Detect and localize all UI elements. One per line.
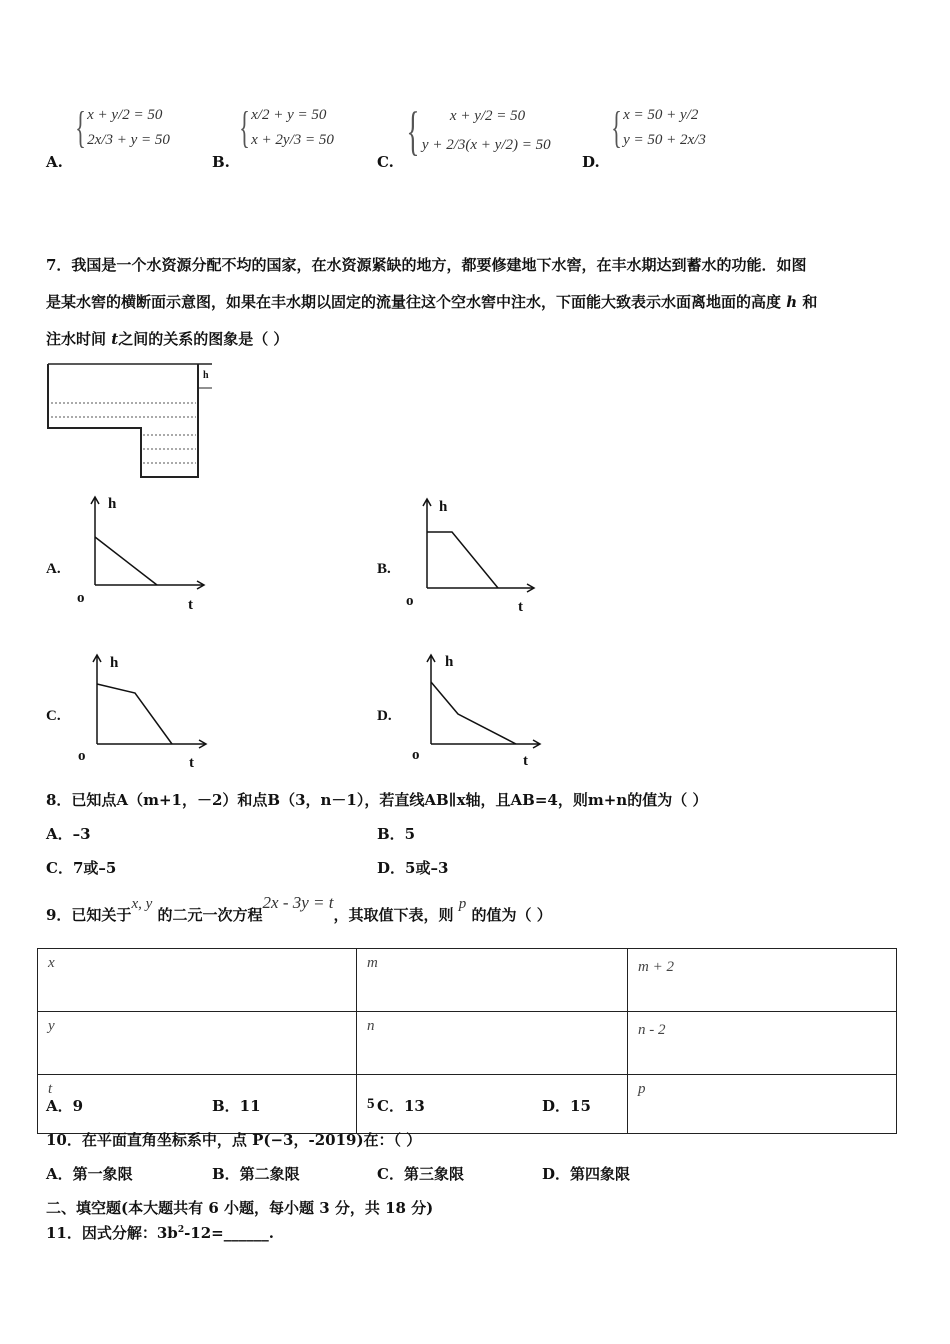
q11-stem — [46, 1222, 274, 1243]
q7-line-2-end: 和 — [802, 293, 818, 311]
q6-c-equation-2: y + 2/3(x + y/2) = 50 — [421, 137, 551, 153]
q6-option-a-label: A. — [46, 153, 63, 171]
q6-d-equation-1: x = 50 + y/2 — [623, 107, 699, 123]
q6-option-c-label: C. — [377, 153, 394, 171]
q11-sup: 2 — [177, 1225, 185, 1235]
q8-option-c: C．7或–5 — [46, 859, 117, 877]
var-h: h — [786, 293, 798, 311]
q9-end: 的值为（ ） — [471, 906, 552, 924]
q8-option-a: A．–3 — [46, 825, 91, 843]
graph-b-o: o — [406, 593, 414, 609]
table-cell: t — [38, 1075, 357, 1134]
graph-d-o: o — [412, 747, 420, 763]
q9-option-d: D．15 — [542, 1097, 591, 1115]
table-row — [38, 1075, 897, 1134]
graph-b-line — [427, 532, 498, 588]
graph-c-h: h — [110, 655, 119, 671]
graph-c-o: o — [78, 748, 86, 764]
q10-stem: 10．在平面直角坐标系中，点 P(−3，-2019)在：（ ） — [46, 1131, 422, 1149]
graph-b-label: B. — [377, 561, 391, 577]
q11-suffix: -12=______. — [184, 1224, 274, 1242]
graph-b-t: t — [518, 599, 523, 615]
table-cell: y — [38, 1012, 357, 1075]
table-row — [38, 1012, 897, 1075]
graph-c-line — [97, 684, 172, 744]
table-row — [38, 949, 897, 1012]
q6-b-equation-2: x + 2y/3 = 50 — [251, 132, 334, 148]
q7-line-3-start: 注水时间 — [46, 330, 107, 348]
q9-option-b: B．11 — [212, 1097, 261, 1115]
q6-option-b-label: B. — [212, 153, 230, 171]
q9-vars: x, y — [131, 896, 153, 912]
graph-d-line — [431, 682, 516, 744]
q9-mid2: ，其取值下表，则 — [333, 906, 454, 924]
q7-line-3-end: 之间的关系的图象是（ ） — [118, 330, 289, 348]
q9-p: p — [458, 896, 467, 912]
q10-option-c: C．第三象限 — [377, 1165, 464, 1183]
table-cell: m — [357, 949, 628, 1012]
graph-d-h: h — [445, 654, 454, 670]
q8-option-d: D．5或–3 — [377, 859, 449, 877]
brace-icon: { — [239, 103, 250, 152]
graph-d-t: t — [523, 753, 528, 769]
q9-mid: 的二元一次方程 — [157, 906, 263, 924]
q8-stem: 8．已知点A（m+1，－2）和点B（3，n－1），若直线AB∥x轴，且AB=4，则m+n的值为（ ） — [46, 791, 708, 809]
q9-option-a: A．9 — [46, 1097, 84, 1115]
q10-option-b: B．第二象限 — [212, 1165, 300, 1183]
graph-a-h: h — [108, 496, 117, 512]
q6-b-equation-1: x/2 + y = 50 — [251, 107, 327, 123]
table-cell: m + 2 — [628, 949, 897, 1012]
q10-option-d: D．第四象限 — [542, 1165, 631, 1183]
q11-prefix: 11．因式分解：3b — [46, 1224, 178, 1242]
graph-d — [427, 655, 540, 748]
q6-d-equation-2: y = 50 + 2x/3 — [623, 132, 706, 148]
q7-line-1: 7．我国是一个水资源分配不均的国家，在水资源紧缺的地方，都要修建地下水窖，在丰水期达到蓄水的功能．如图 — [46, 256, 807, 274]
brace-icon: { — [611, 103, 622, 152]
brace-icon: { — [406, 101, 420, 161]
graph-a-label: A. — [46, 561, 61, 577]
brace-icon: { — [75, 103, 86, 152]
graph-c-label: C. — [46, 708, 61, 724]
diagram-h-label: h — [203, 370, 209, 381]
q9-value-table — [37, 948, 897, 1134]
table-cell: 5 — [357, 1075, 628, 1134]
table-cell: n — [357, 1012, 628, 1075]
q9-option-c: C．13 — [377, 1097, 425, 1115]
q9-prefix: 9．已知关于 — [46, 906, 132, 924]
q6-a-equation-2: 2x/3 + y = 50 — [87, 132, 170, 148]
q7-line-2-text: 是某水窖的横断面示意图，如果在丰水期以固定的流量往这个空水窖中注水，下面能大致表示水面离地面的高度 — [46, 293, 782, 311]
table-cell: x — [38, 949, 357, 1012]
q6-option-d-label: D. — [582, 153, 600, 171]
graph-a-t: t — [188, 597, 193, 613]
q8-option-b: B．5 — [377, 825, 416, 843]
q6-a-equation-1: x + y/2 = 50 — [87, 107, 163, 123]
q9-equation: 2x - 3y = t — [262, 893, 334, 912]
q6-c-equation-1: x + y/2 = 50 — [449, 108, 526, 124]
graph-a-line — [95, 537, 157, 585]
graph-b-h: h — [439, 499, 448, 515]
graph-d-label: D. — [377, 708, 392, 724]
table-cell: n - 2 — [628, 1012, 897, 1075]
q10-option-a: A．第一象限 — [46, 1165, 133, 1183]
var-t: t — [111, 330, 119, 348]
graph-c-t: t — [189, 755, 194, 771]
q9-stem — [46, 893, 552, 925]
water-cellar-diagram — [48, 364, 212, 477]
section-2-heading: 二、填空题(本大题共有 6 小题，每小题 3 分，共 18 分) — [46, 1199, 434, 1217]
table-cell: p — [628, 1075, 897, 1134]
graph-a-o: o — [77, 590, 85, 606]
